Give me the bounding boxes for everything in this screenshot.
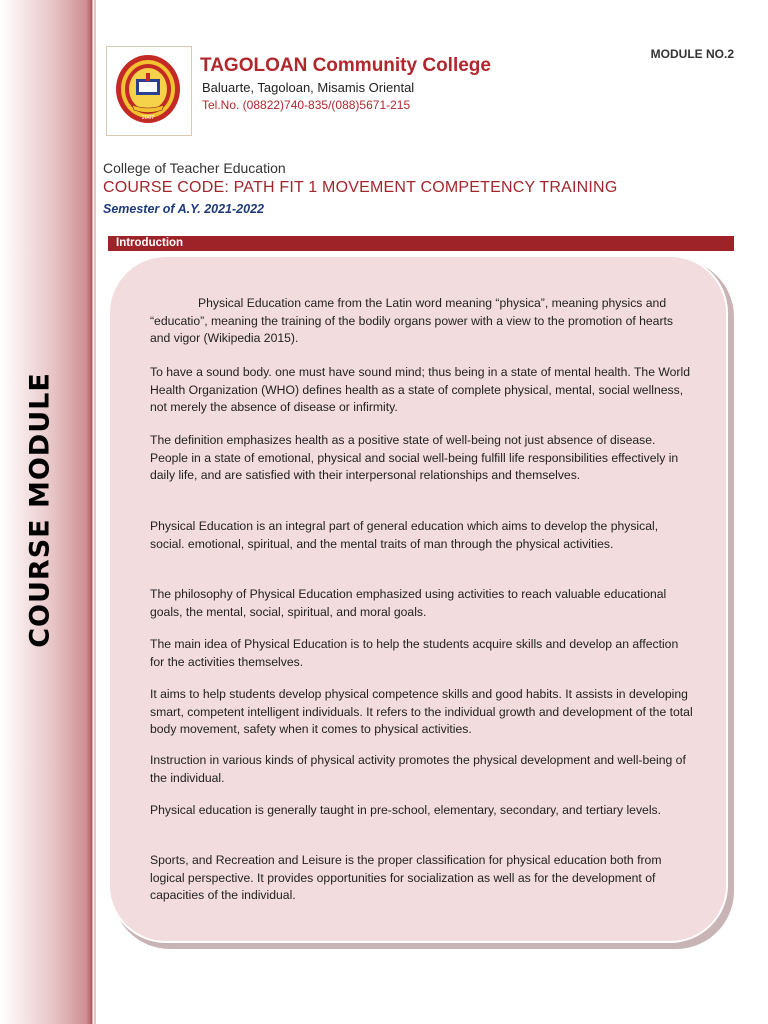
course-code: COURSE CODE: PATH FIT 1 MOVEMENT COMPETENCY TRAINING <box>103 179 618 196</box>
paragraph: To have a sound body. one must have sound mind; thus being in a state of mental health. The World Health Organization (WHO) defines health as a state of complete physical, mental, social wellness, not merely the absence of disease or infirmity. <box>150 365 690 414</box>
college-telephone: Tel.No. (08822)740-835/(088)5671-215 <box>202 98 411 112</box>
paragraph: Sports, and Recreation and Leisure is the proper classification for physical education both from logical perspective. It provides opportunities for socialization as well as for the development of capacities of the individual. <box>150 853 662 902</box>
paragraph: The main idea of Physical Education is to help the students acquire skills and develop an affection for the activities themselves. <box>150 637 679 669</box>
paragraph: Physical Education came from the Latin word meaning “physica”, meaning physics and “educatio”, meaning the training of the bodily organs power with a view to the promotion of hearts and vigor (Wikipedia 2015). <box>150 296 674 345</box>
course-module-label: COURSE MODULE <box>24 372 56 648</box>
svg-text:2007: 2007 <box>141 115 155 121</box>
paragraph: The philosophy of Physical Education emphasized using activities to reach valuable educational goals, the mental, social, spiritual, and moral goals. <box>150 587 667 619</box>
section-title: Introduction <box>116 237 184 249</box>
paragraph: Physical education is generally taught in pre-school, elementary, secondary, and tertiary levels. <box>150 803 662 817</box>
side-title <box>10 372 70 648</box>
module-number: MODULE NO.2 <box>650 47 734 61</box>
section-header-bar <box>108 236 734 251</box>
semester-label: Semester of A.Y. 2021-2022 <box>103 202 264 216</box>
paragraph: Instruction in various kinds of physical activity promotes the physical development and well-being of the individual. <box>150 753 686 785</box>
paragraph: It aims to help students develop physical competence skills and good habits. It assists in developing smart, competent intelligent individuals. It refers to the individual growth and development of the total body movement, safety when it comes to physical activities. <box>150 687 693 736</box>
college-seal-logo <box>114 53 182 125</box>
paragraph: Physical Education is an integral part of general education which aims to develop the physical, social. emotional, spiritual, and the mental traits of man through the physical activities. <box>150 519 659 551</box>
department-name: College of Teacher Education <box>103 160 286 176</box>
college-address: Baluarte, Tagoloan, Misamis Oriental <box>202 80 415 95</box>
college-name: TAGOLOAN Community College <box>200 55 491 76</box>
paragraph: The definition emphasizes health as a positive state of well-being not just absence of disease. People in a state of emotional, physical and social well-being fulfill life responsibilities effectively in daily life, and are satisfied with their interpersonal relationships and themselves. <box>150 433 679 482</box>
